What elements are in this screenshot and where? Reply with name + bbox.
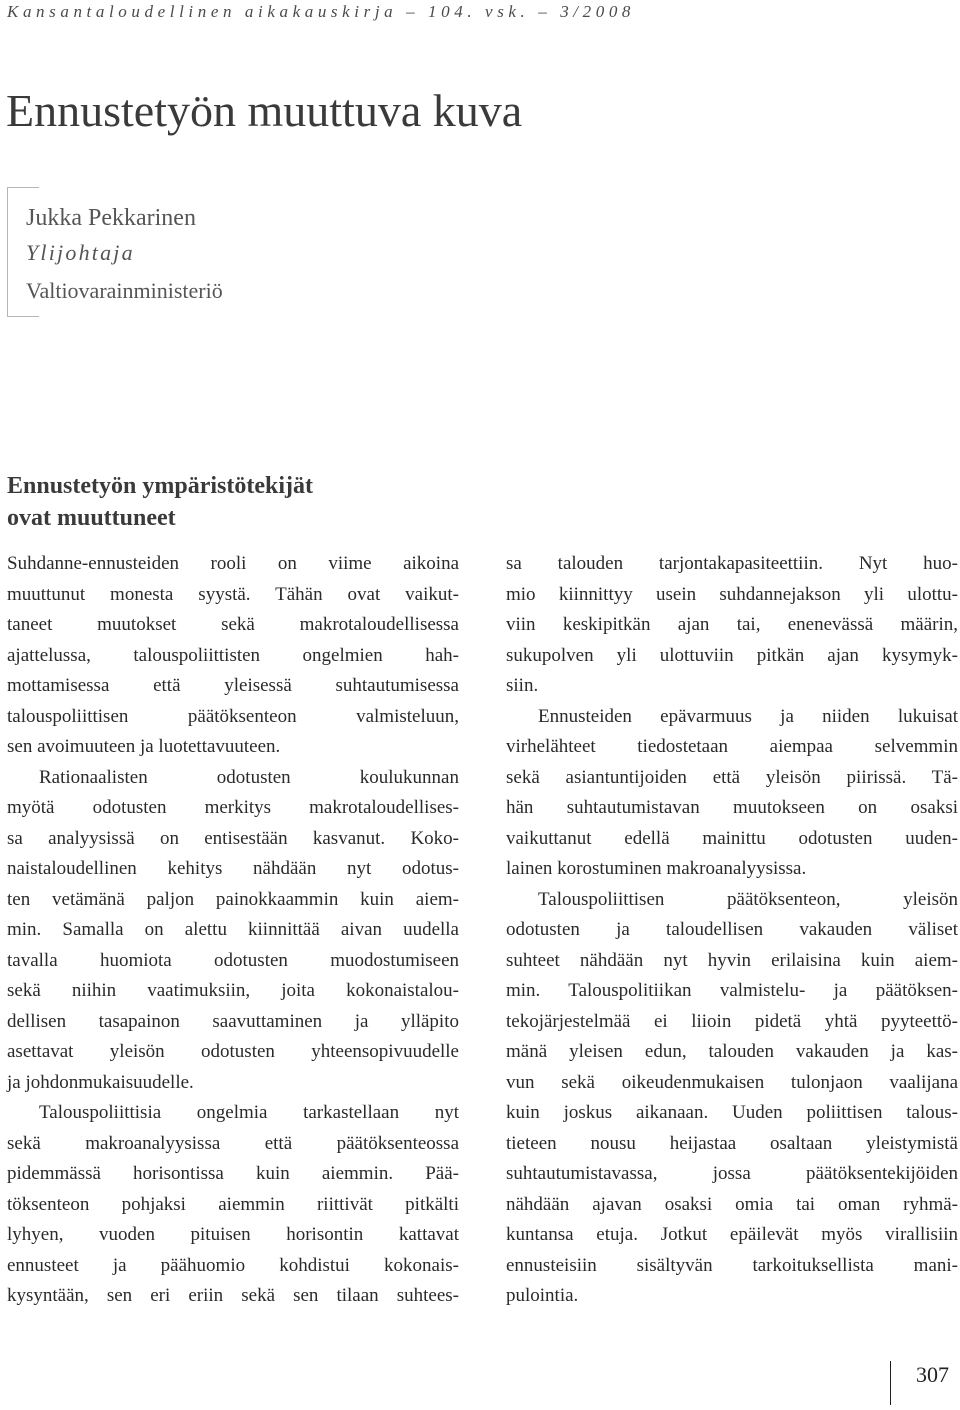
text-line: talouspoliittisen päätöksenteon valmisteluun, <box>7 705 459 727</box>
text-line: Suhdanne-ennusteiden rooli on viime aikoina <box>7 553 459 574</box>
text-line: tavalla huomiota odotusten muodostumiseen <box>7 949 459 971</box>
text-line: naistaloudellinen kehitys nähdään nyt odotus- <box>7 858 459 879</box>
text-line: muuttunut monesta syystä. Tähän ovat vaikut- <box>7 583 459 605</box>
text-line: mottamisessa että yleisessä suhtautumisessa <box>7 675 459 696</box>
right-text-column <box>506 549 958 1312</box>
section-heading-line: Ennustetyön ympäristötekijät <box>7 473 314 499</box>
text-line: dellisen tasapainon saavuttaminen ja ylläpito <box>7 1010 459 1032</box>
author-role: Ylijohtaja <box>26 240 135 265</box>
text-line: sekä makroanalyysissa että päätöksenteossa <box>7 1132 459 1154</box>
text-line: vaikuttanut edellä mainittu odotusten uuden- <box>506 827 958 849</box>
running-header: Kansantaloudellinen aikakauskirja – 104. vsk. – 3/2008 <box>7 2 636 21</box>
text-line: asettavat yleisön odotusten yhteensopivuudelle <box>7 1041 459 1062</box>
author-name: Jukka Pekkarinen <box>26 205 196 231</box>
text-line: kuin joskus aikanaan. Uuden poliittisen talous- <box>506 1102 958 1123</box>
text-line: lyhyen, vuoden pituisen horisontin kattavat <box>7 1224 459 1245</box>
text-line: kuntansa etuja. Jotkut epäilevät myös virallisiin <box>506 1224 958 1245</box>
text-line: tekojärjestelmää ei liioin pidetä yhtä pyyteettö- <box>506 1010 958 1032</box>
author-bracket-side <box>7 187 8 317</box>
section-heading <box>7 470 313 534</box>
text-line: virhelähteet tiedostetaan aiempaa selvemmin <box>506 736 958 757</box>
text-line: hän suhtautumistavan muutokseen on osaksi <box>506 797 958 818</box>
text-line: ten vetämänä paljon painokkaammin kuin aiem- <box>7 888 459 910</box>
text-line: viin keskipitkän ajan tai, enenevässä määrin, <box>506 614 958 635</box>
text-line: ajattelussa, talouspoliittisten ongelmien hah- <box>7 644 459 666</box>
text-line: Rationaalisten odotusten koulukunnan <box>39 766 459 788</box>
text-line: min. Talouspolitiikan valmistelu- ja päätöksen- <box>506 980 958 1001</box>
text-line: suhteet nähdään nyt hyvin erilaisina kuin aiem- <box>506 949 958 971</box>
section-heading-line: ovat muuttuneet <box>7 505 176 531</box>
text-line: siin. <box>506 675 539 696</box>
text-line: ennusteet ja päähuomio kohdistui kokonais- <box>7 1254 459 1276</box>
text-line: sa talouden tarjontakapasiteettiin. Nyt huo- <box>506 553 958 574</box>
text-line: Talouspoliittisen päätöksenteon, yleisön <box>538 888 958 910</box>
text-line: odotusten ja taloudellisen vakauden väliset <box>506 919 958 940</box>
text-line: pidemmässä horisontissa kuin aiemmin. Pää- <box>7 1163 459 1184</box>
text-line: sa analyysissä on entisestään kasvanut. Koko- <box>7 827 459 849</box>
text-line: suhtautumistavassa, jossa päätöksentekijöiden <box>506 1163 958 1184</box>
text-line: mio kiinnittyy usein suhdannejakson yli ulottu- <box>506 583 958 605</box>
text-line: myötä odotusten merkitys makrotaloudellises- <box>7 797 459 818</box>
text-line: lainen korostuminen makroanalyysissa. <box>506 858 807 879</box>
author-bracket-top <box>7 187 39 188</box>
article-title: Ennustetyön muuttuva kuva <box>6 85 523 136</box>
text-line: mänä yleisen edun, talouden vakauden ja kas- <box>506 1041 958 1062</box>
text-line: taneet muutokset sekä makrotaloudellisessa <box>7 614 459 635</box>
page-number: 307 <box>916 1362 949 1387</box>
left-text-column <box>7 549 459 1312</box>
text-line: ennusteisiin sisältyvän tarkoituksellista mani- <box>506 1254 958 1276</box>
text-line: pulointia. <box>506 1285 579 1306</box>
text-line: sen avoimuuteen ja luotettavuuteen. <box>7 736 281 757</box>
text-line: min. Samalla on alettu kiinnittää aivan uudella <box>7 919 459 940</box>
text-line: Talouspoliittisia ongelmia tarkastellaan nyt <box>39 1102 459 1123</box>
text-line: kysyntään, sen eri eriin sekä sen tilaan suhtees- <box>7 1285 459 1306</box>
text-line: sekä niihin vaatimuksiin, joita kokonaistalou- <box>7 980 459 1001</box>
text-line: sukupolven yli ulottuviin pitkän ajan kysymyk- <box>506 644 958 666</box>
text-line: nähdään ajavan osaksi omia tai oman ryhmä- <box>506 1193 958 1215</box>
text-line: ja johdonmukaisuudelle. <box>7 1071 194 1093</box>
author-bracket-bottom <box>7 316 39 317</box>
page-number-rule <box>890 1361 891 1405</box>
text-line: sekä asiantuntijoiden että yleisön piirissä. Tä- <box>506 766 958 788</box>
text-line: vun sekä oikeudenmukaisen tulonjaon vaalijana <box>506 1071 958 1093</box>
text-line: töksenteon pohjaksi aiemmin riittivät pitkälti <box>7 1193 459 1215</box>
text-line: Ennusteiden epävarmuus ja niiden lukuisat <box>538 705 958 727</box>
text-line: tieteen nousu heijastaa osaltaan yleistymistä <box>506 1132 958 1154</box>
author-organization: Valtiovarainministeriö <box>26 278 223 303</box>
